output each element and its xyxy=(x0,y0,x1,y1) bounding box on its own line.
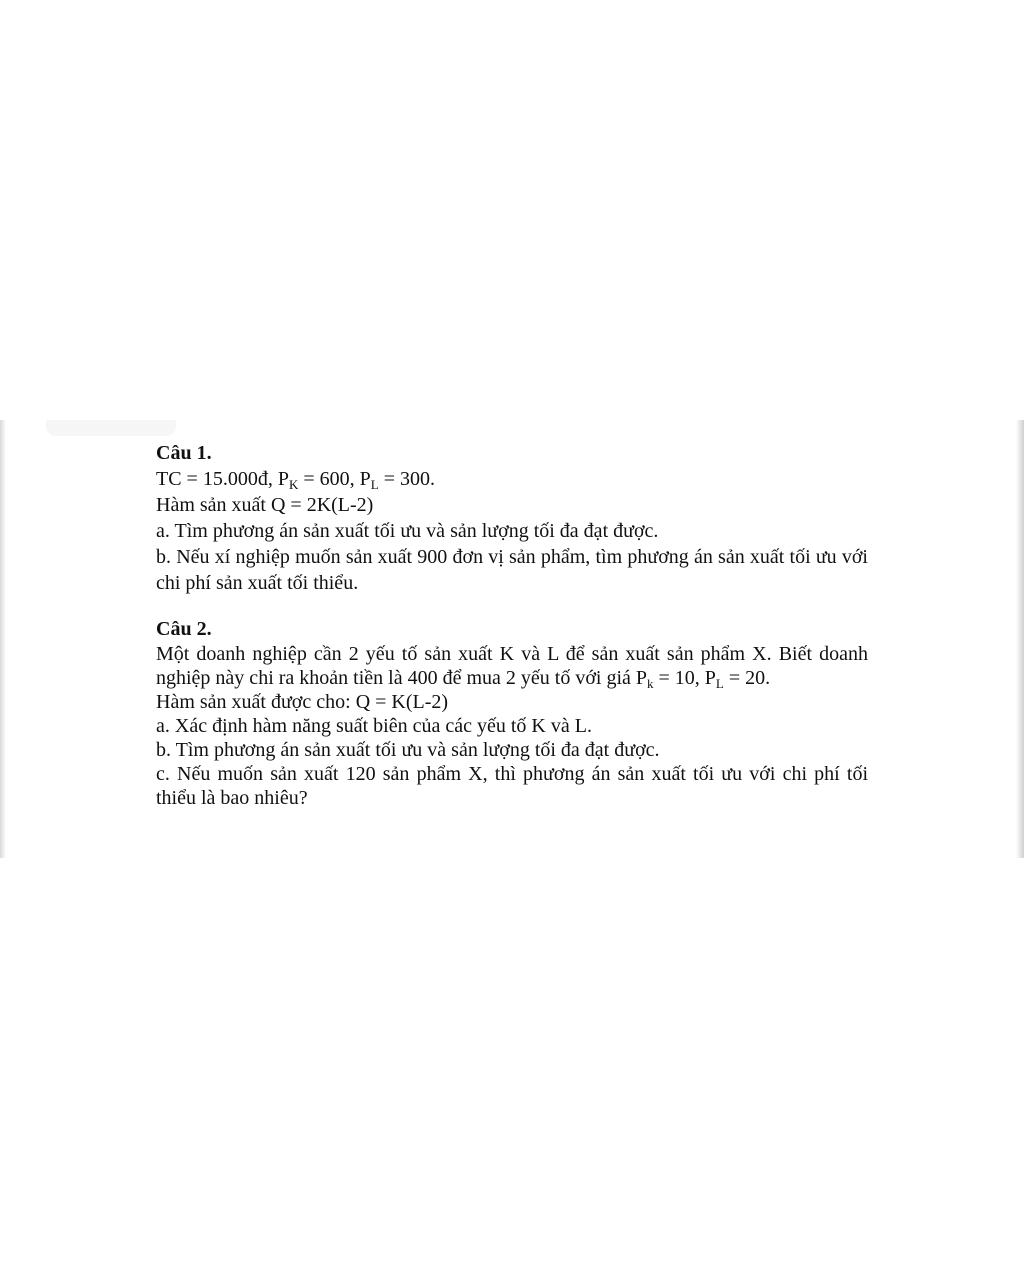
page-tab-smudge xyxy=(46,420,176,436)
section-gap xyxy=(156,596,868,616)
question-2-intro: Một doanh nghiệp cần 2 yếu tố sản xuất K và L để sản xuất sản phẩm X. Biết doanh nghiệp này chi ra khoản tiền là 400 để mua 2 yếu tố với giá $P_k = 10$, $P_L = 20$. xyxy=(156,643,868,691)
question-2-part-b: b. Tìm phương án sản xuất tối ưu và sản lượng tối đa đạt được. xyxy=(156,739,660,761)
question-1 xyxy=(156,440,868,596)
document-body xyxy=(156,440,868,810)
question-2-production-function: Hàm sản xuất được cho: Q = K(L-2) xyxy=(156,691,449,713)
question-2-part-a: a. Xác định hàm năng suất biên của các yếu tố K và L. xyxy=(156,715,592,737)
question-1-part-b: b. Nếu xí nghiệp muốn sản xuất 900 đơn vị sản phẩm, tìm phương án sản xuất tối ưu với chi phí sản xuất tối thiểu. xyxy=(156,546,868,594)
question-1-production-function: Hàm sản xuất Q = 2K(L-2) xyxy=(156,494,374,516)
question-1-part-a: a. Tìm phương án sản xuất tối ưu và sản lượng tối đa đạt được. xyxy=(156,520,659,542)
question-2-title: Câu 2. xyxy=(156,618,212,640)
page-edge-left xyxy=(0,420,6,858)
question-1-given: TC = 15.000đ, $P_K = 600$, $P_L = 300$. xyxy=(156,468,435,492)
question-2 xyxy=(156,616,868,810)
question-2-part-c: c. Nếu muốn sản xuất 120 sản phẩm X, thì phương án sản xuất tối ưu với chi phí tối thiểu là bao nhiêu? xyxy=(156,763,868,809)
question-1-title: Câu 1. xyxy=(156,442,212,464)
page-edge-right xyxy=(1016,420,1024,858)
